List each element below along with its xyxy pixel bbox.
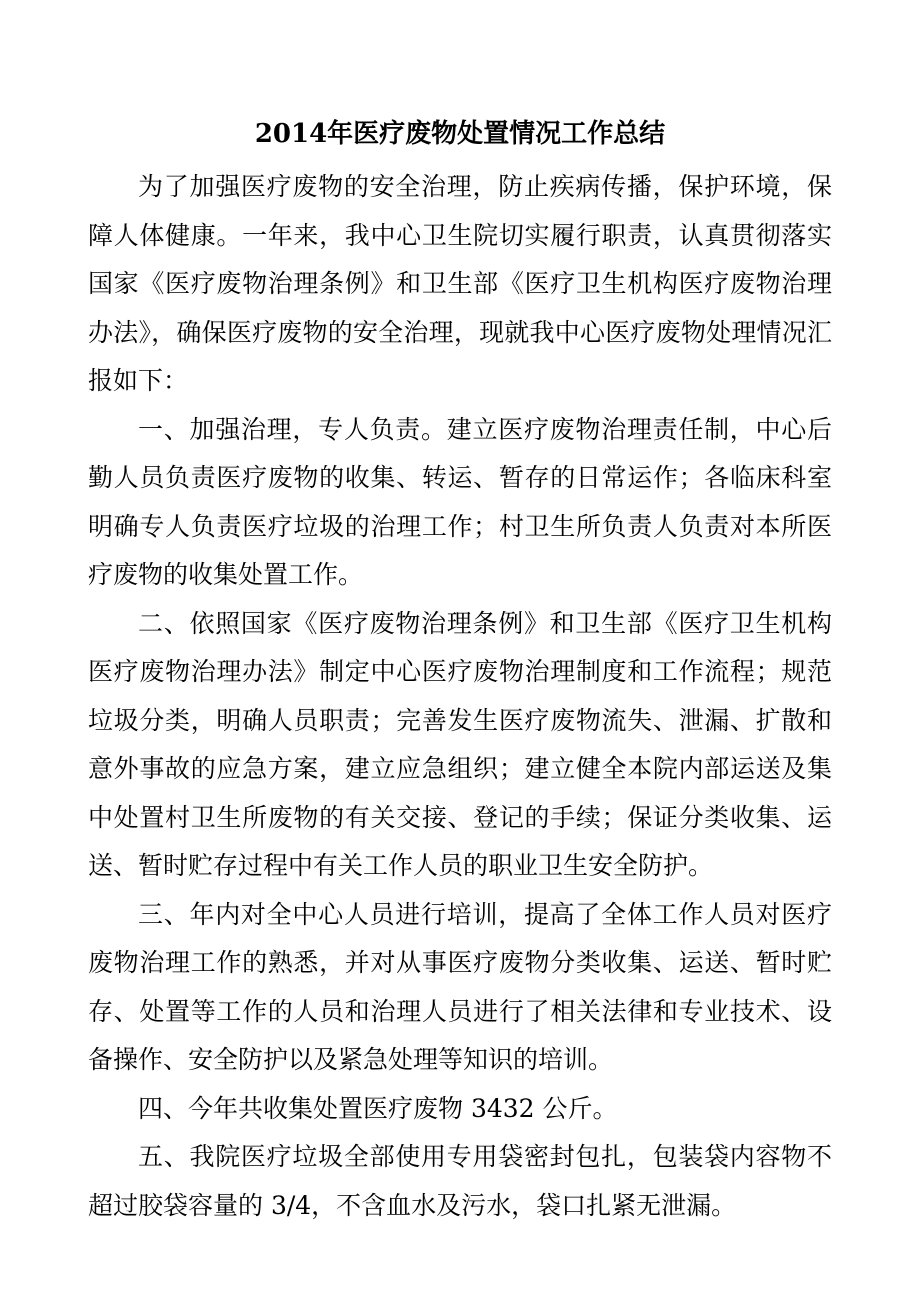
paragraph-section-5: 五、我院医疗垃圾全部使用专用袋密封包扎，包装袋内容物不超过胶袋容量的 3/4，不含血水及污水，袋口扎紧无泄漏。 [88,1142,832,1220]
paragraph-section-4: 四、今年共收集处置医疗废物 3432 公斤。 [138,1093,618,1123]
paragraph-section-1: 一、加强治理，专人负责。建立医疗废物治理责任制，中心后勤人员负责医疗废物的收集、转运、暂存的日常运作；各临床科室明确专人负责医疗垃圾的治理工作；村卫生所负责人负责对本所医疗废物的收集处置工作。 [88,414,832,589]
paragraph-section-2: 二、依照国家《医疗废物治理条例》和卫生部《医疗卫生机构医疗废物治理办法》制定中心医疗废物治理制度和工作流程；规范垃圾分类，明确人员职责；完善发生医疗废物流失、泄漏、扩散和意外事故的应急方案，建立应急组织；建立健全本院内部运送及集中处置村卫生所废物的有关交接、登记的手续；保证分类收集、运送、暂时贮存过程中有关工作人员的职业卫生安全防护。 [88,608,832,880]
paragraph-section-3: 三、年内对全中心人员进行培训，提高了全体工作人员对医疗废物治理工作的熟悉，并对从事医疗废物分类收集、运送、暂时贮存、处置等工作的人员和治理人员进行了相关法律和专业技术、设备操作、安全防护以及紧急处理等知识的培训。 [88,899,832,1074]
paragraph-intro: 为了加强医疗废物的安全治理，防止疾病传播，保护环境，保障人体健康。一年来，我中心卫生院切实履行职责，认真贯彻落实国家《医疗废物治理条例》和卫生部《医疗卫生机构医疗废物治理办法》，确保医疗废物的安全治理，现就我中心医疗废物处理情况汇报如下： [88,172,832,395]
document-body [88,163,832,1230]
document-title: 2014年医疗废物处置情况工作总结 [254,119,666,149]
